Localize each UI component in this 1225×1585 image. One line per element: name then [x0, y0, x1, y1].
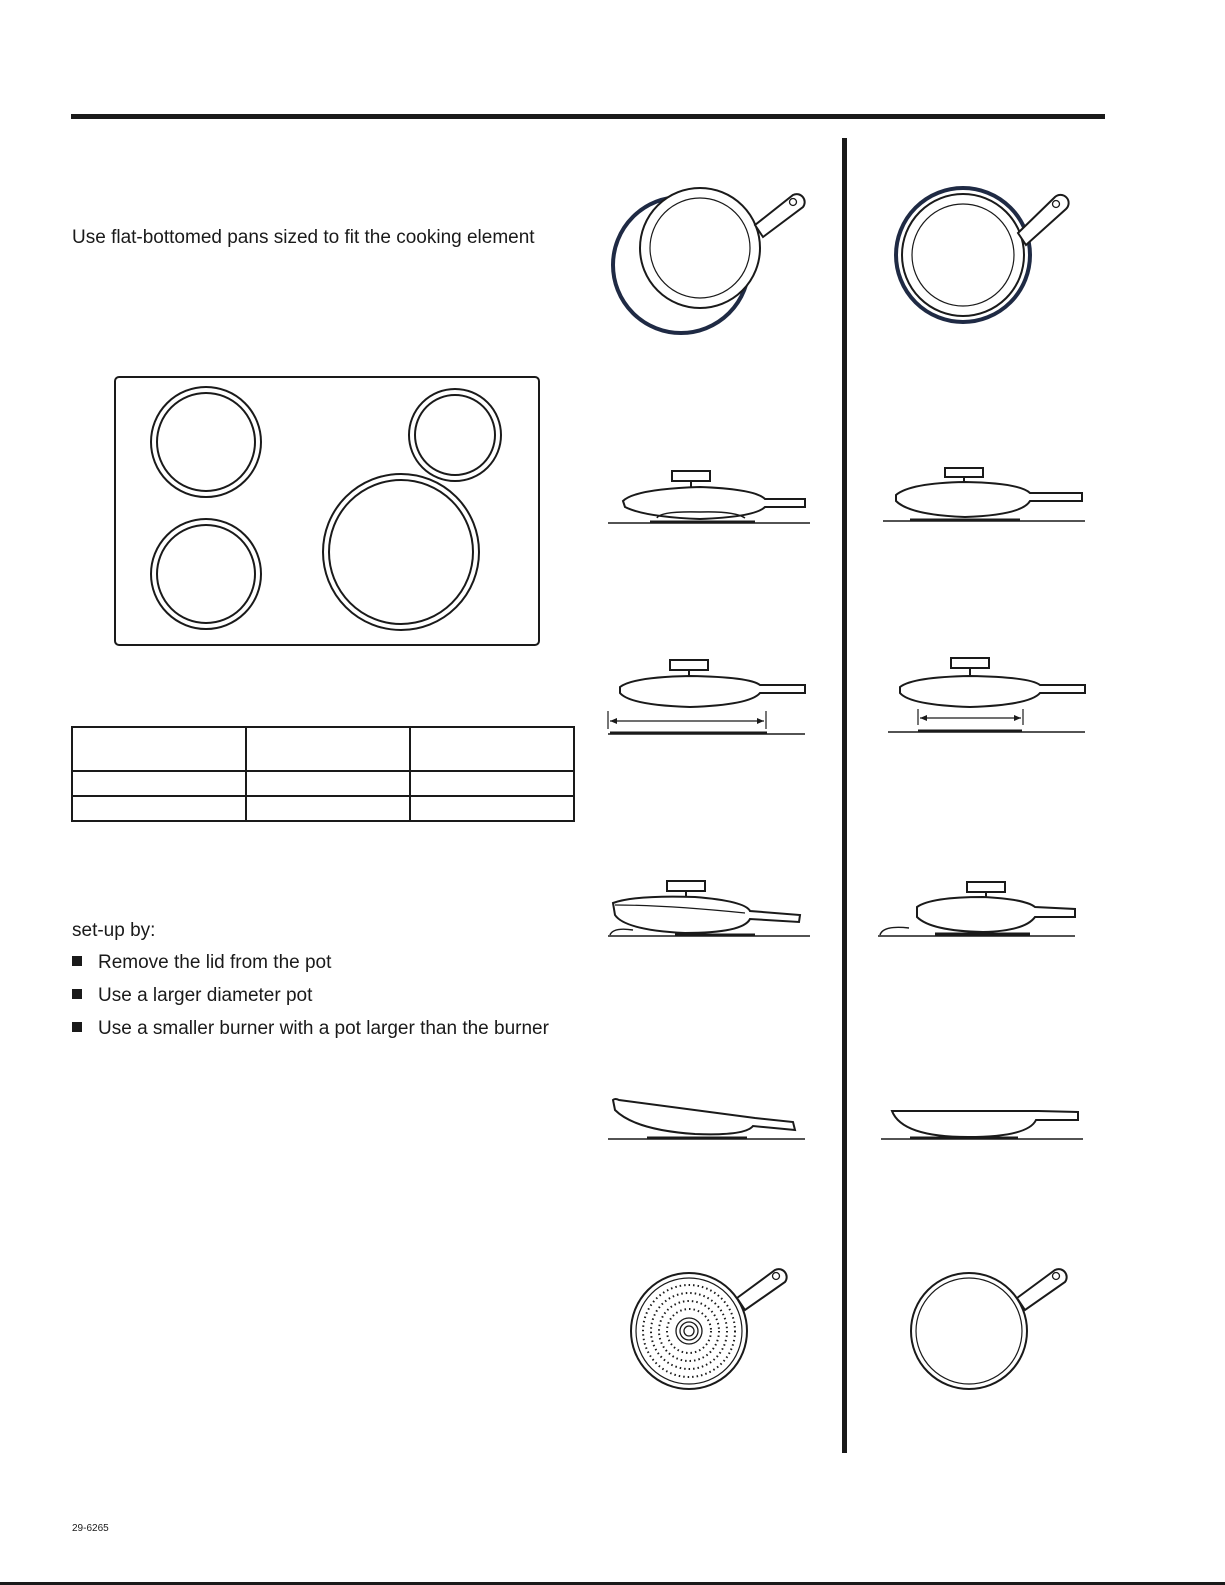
tip-text: Use a smaller burner with a pot larger than the burner [98, 1018, 549, 1039]
document-code: 29-6265 [72, 1523, 109, 1534]
table-row [72, 771, 574, 796]
table-header-cell [246, 727, 410, 771]
pan-side-view-matched-icon [885, 655, 1095, 740]
pan-size-table [71, 726, 575, 822]
table-cell [246, 771, 410, 796]
table-row [72, 796, 574, 821]
smooth-bottom-pan-icon [905, 1260, 1090, 1395]
intro-text: Use flat-bottomed pans sized to fit the cooking element [72, 227, 535, 248]
table-cell [246, 796, 410, 821]
pan-side-view-rocking-icon [605, 1090, 815, 1150]
setup-text: set-up by: [72, 920, 156, 941]
table-cell [72, 796, 246, 821]
cooktop-diagram [110, 372, 544, 652]
tips-list [72, 952, 549, 1051]
pan-top-view-centered-icon [885, 185, 1095, 340]
table-header-cell [410, 727, 574, 771]
pan-top-view-offset-icon [605, 185, 815, 340]
burner-right-rear [409, 389, 501, 481]
header-rule [71, 114, 1105, 119]
pan-side-view-oversize-icon [605, 655, 815, 740]
pan-side-view-warped-icon [605, 465, 815, 530]
square-bullet-icon [72, 1022, 82, 1032]
pan-side-view-flat-icon [880, 465, 1090, 530]
ribbed-bottom-pan-icon [625, 1260, 810, 1395]
table-header-cell [72, 727, 246, 771]
square-bullet-icon [72, 989, 82, 999]
burner-left-rear [151, 387, 261, 497]
cooktop-outline [115, 377, 539, 645]
list-item [72, 985, 549, 1018]
table-cell [410, 796, 574, 821]
pan-side-view-stable-icon [878, 1095, 1088, 1150]
table-cell [410, 771, 574, 796]
list-item [72, 952, 549, 985]
tip-text: Use a larger diameter pot [98, 985, 313, 1006]
burner-right-front [323, 474, 479, 630]
square-bullet-icon [72, 956, 82, 966]
column-divider [842, 138, 847, 1453]
pan-side-view-tilted-lid-icon [605, 875, 815, 945]
table-header-row [72, 727, 574, 771]
pan-side-view-lid-flat-icon [875, 875, 1085, 945]
list-item [72, 1018, 549, 1051]
table-cell [72, 771, 246, 796]
tip-text: Remove the lid from the pot [98, 952, 332, 973]
burner-left-front [151, 519, 261, 629]
